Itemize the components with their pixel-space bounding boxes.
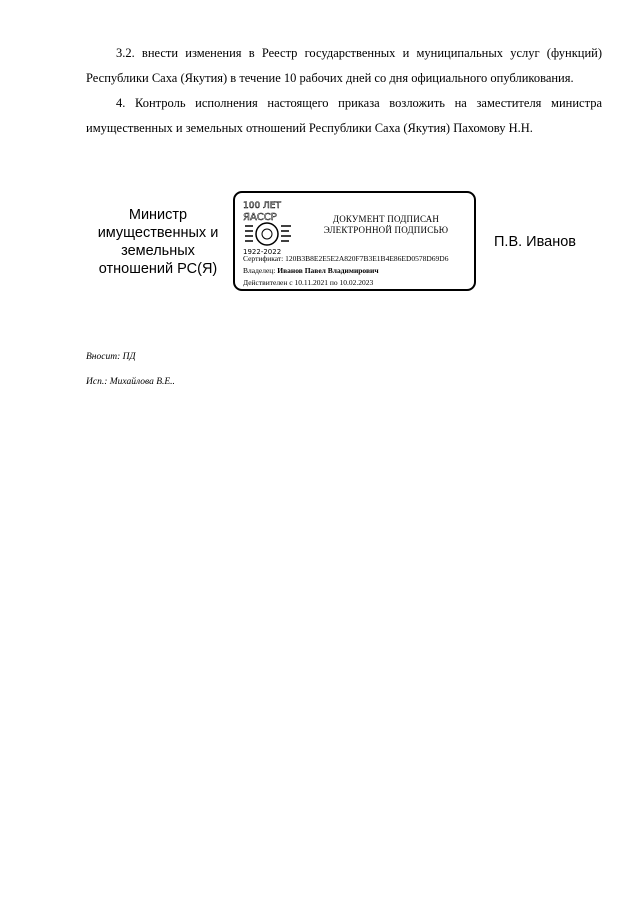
validity-line (243, 278, 373, 287)
signer-role-line: имущественных и (97, 225, 219, 241)
emblem-stripes (245, 226, 253, 241)
emblem-text-yaassr: ЯАССР (243, 212, 277, 223)
introduced-by-note: Вносит: ПД (86, 352, 136, 362)
certificate-line (243, 254, 448, 263)
certificate-label: Сертификат: (243, 254, 284, 263)
owner-value: Иванов Павел Владимирович (277, 266, 379, 275)
electronic-signature-stamp (233, 191, 476, 291)
emblem-ring (256, 223, 278, 245)
certificate-value: 120B3B8E2E5E2A820F7B3E1B4E86ED0578D69D6 (285, 254, 449, 263)
signer-name: П.В. Иванов (494, 234, 576, 250)
valid-to-value: 10.02.2023 (339, 278, 374, 287)
paragraph-4: 4. Контроль исполнения настоящего приказа возложить на заместителя министра имущественных и земельных отношений Республики Саха (Якутия) Пахомову Н.Н. (86, 96, 602, 135)
stamp-title-line1: ДОКУМЕНТ ПОДПИСАН (332, 214, 440, 224)
stamp-title (301, 214, 471, 236)
signer-role-line: земельных (121, 243, 195, 259)
signer-role-line: Министр (128, 207, 188, 223)
valid-to-label: по (329, 278, 338, 287)
emblem-stripes-right (281, 226, 291, 241)
owner-line (243, 266, 379, 275)
valid-from-label: Действителен с (243, 278, 293, 287)
emblem-text-100: 100 ЛЕТ (243, 201, 281, 211)
stamp-title-line2: ЭЛЕКТРОННОЙ ПОДПИСЬЮ (323, 225, 449, 235)
executor-note: Исп.: Михайлова В.Е.. (86, 377, 175, 387)
owner-label: Владелец: (243, 266, 276, 275)
signer-role-line: отношений РС(Я) (98, 261, 218, 277)
emblem-inner-ring (262, 229, 272, 239)
emblem-text-years: 1922-2022 (243, 248, 282, 256)
anniversary-emblem-icon (241, 198, 299, 256)
paragraph-3-2: 3.2. внести изменения в Реестр государственных и муниципальных услуг (функций) Республики Саха (Якутия) в течение 10 рабочих дней со дня официального опубликования. (86, 46, 602, 85)
signer-role (88, 206, 228, 278)
valid-from-value: 10.11.2021 (294, 278, 328, 287)
